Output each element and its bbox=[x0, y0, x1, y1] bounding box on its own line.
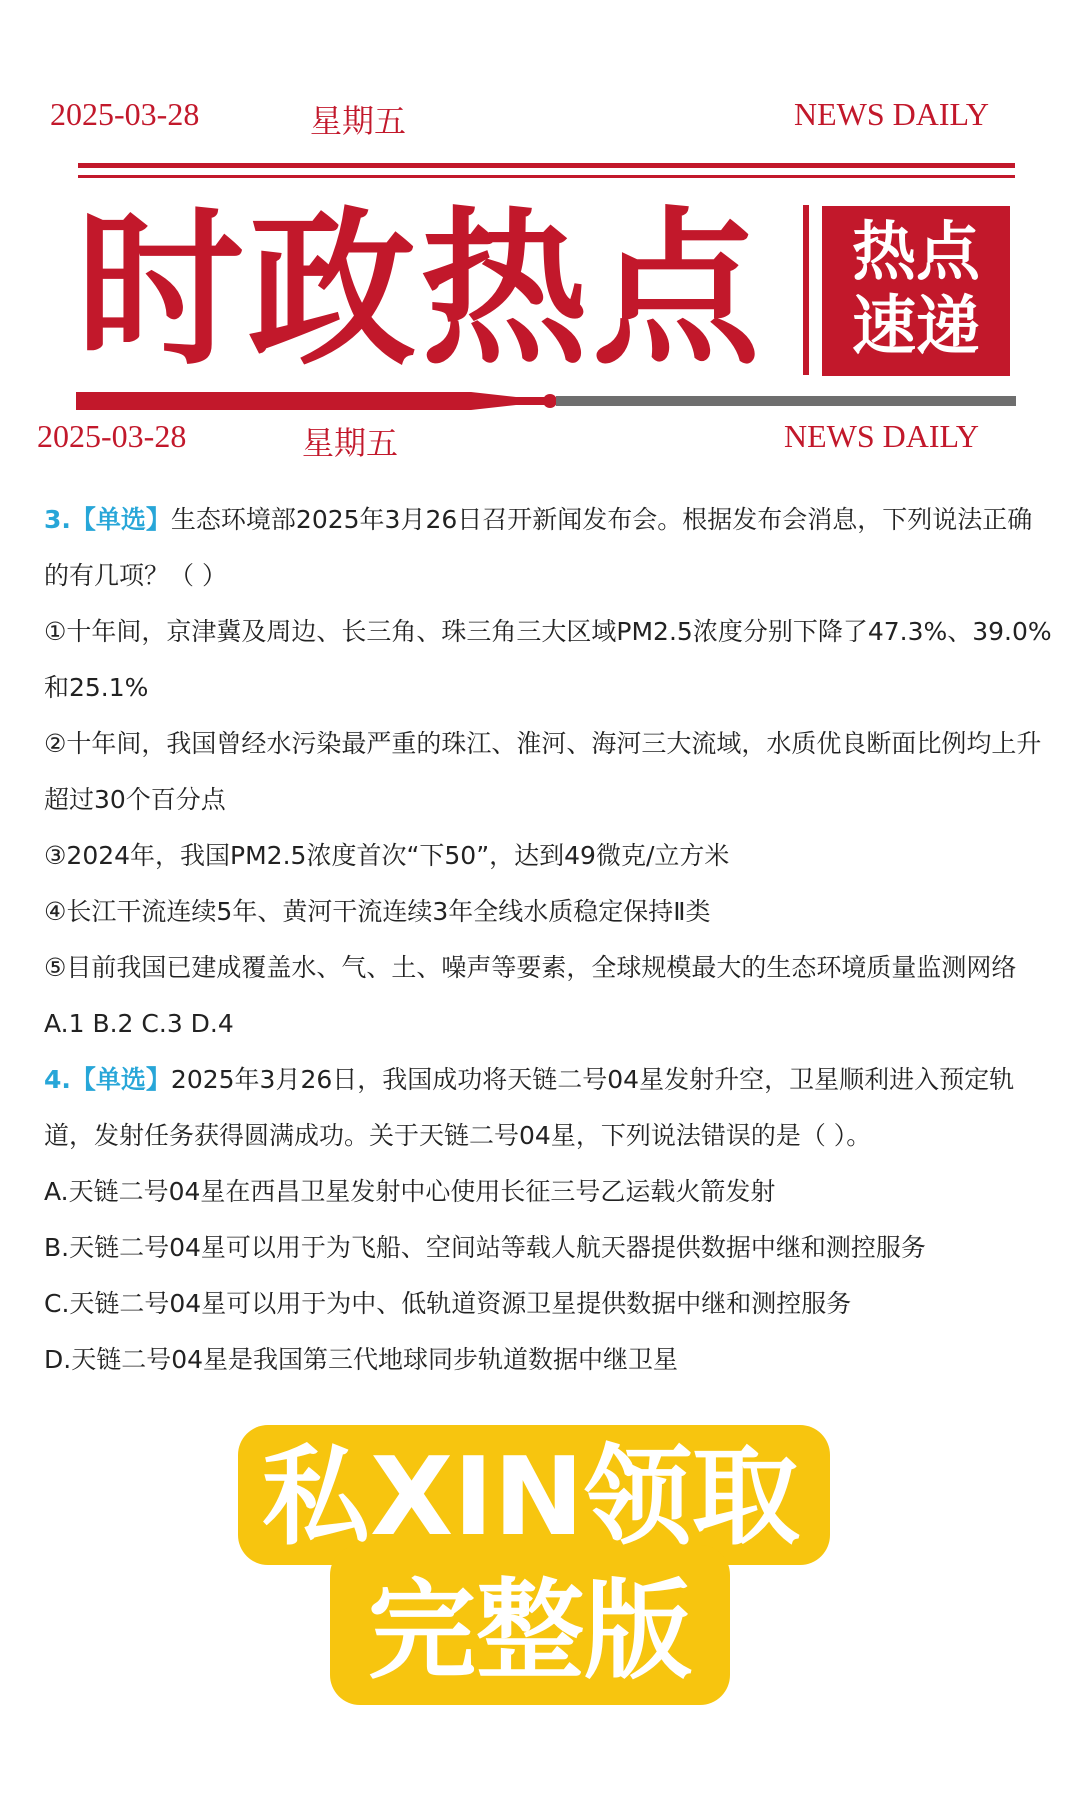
header-date: 2025-03-28 bbox=[50, 96, 200, 132]
question-number: 4. bbox=[44, 1065, 71, 1094]
question-stem-line bbox=[44, 1052, 1044, 1108]
question-stem-line bbox=[44, 492, 1044, 548]
band-paper-name: NEWS DAILY bbox=[784, 418, 979, 454]
question-item: 和25.1% bbox=[44, 673, 149, 702]
red-bar-neck bbox=[516, 397, 546, 405]
question-option-d: D.天链二号04星是我国第三代地球同步轨道数据中继卫星 bbox=[44, 1345, 679, 1374]
question-type: 【单选】 bbox=[70, 505, 171, 534]
badge-line-1: 热点 bbox=[852, 216, 980, 290]
question-item: ④长江干流连续5年、黄河干流连续3年全线水质稳定保持Ⅱ类 bbox=[44, 897, 711, 926]
masthead-divider bbox=[803, 205, 809, 375]
question-item: ②十年间，我国曾经水污染最严重的珠江、淮河、海河三大流域，水质优良断面比例均上升 bbox=[44, 729, 1042, 758]
question-number: 3. bbox=[44, 505, 71, 534]
question-4 bbox=[44, 1052, 1044, 1388]
cta-line-2: 完整版 bbox=[368, 1569, 693, 1694]
question-3 bbox=[44, 492, 1052, 1052]
question-item: ⑤目前我国已建成覆盖水、气、土、噪声等要素，全球规模最大的生态环境质量监测网络 bbox=[44, 953, 1017, 982]
question-stem: 生态环境部2025年3月26日召开新闻发布会。根据发布会消息，下列说法正确 bbox=[170, 505, 1033, 534]
header-paper-name: NEWS DAILY bbox=[794, 96, 989, 132]
question-option-c: C.天链二号04星可以用于为中、低轨道资源卫星提供数据中继和测控服务 bbox=[44, 1289, 852, 1318]
grey-bar-segment bbox=[556, 396, 1016, 406]
top-rule bbox=[78, 163, 1015, 168]
question-item: ③2024年，我国PM2.5浓度首次“下50”，达到49微克/立方米 bbox=[44, 841, 730, 870]
question-option-b: B.天链二号04星可以用于为飞船、空间站等载人航天器提供数据中继和测控服务 bbox=[44, 1233, 926, 1262]
question-stem-line: 道，发射任务获得圆满成功。关于天链二号04星，下列说法错误的是（ ）。 bbox=[44, 1121, 872, 1150]
masthead-badge bbox=[822, 206, 1010, 376]
question-list bbox=[44, 492, 1052, 1388]
question-stem-line: 的有几项？（ ） bbox=[44, 561, 227, 590]
top-rule-thin bbox=[78, 175, 1015, 178]
question-item: 超过30个百分点 bbox=[44, 785, 226, 814]
red-bar-tip bbox=[471, 392, 516, 410]
question-type: 【单选】 bbox=[70, 1065, 171, 1094]
masthead-bottom-bar bbox=[76, 390, 1016, 412]
question-options: A.1 B.2 C.3 D.4 bbox=[44, 1009, 234, 1038]
header-weekday: 星期五 bbox=[310, 103, 407, 139]
band-weekday: 星期五 bbox=[302, 425, 399, 461]
badge-line-2: 速递 bbox=[852, 290, 980, 364]
red-bar-segment bbox=[76, 392, 471, 410]
question-option-a: A.天链二号04星在西昌卫星发射中心使用长征三号乙运载火箭发射 bbox=[44, 1177, 776, 1206]
band-date: 2025-03-28 bbox=[37, 418, 187, 454]
red-bar-knob bbox=[543, 394, 557, 408]
cta-line-1: 私XIN领取 bbox=[262, 1435, 800, 1560]
question-item: ①十年间，京津冀及周边、长三角、珠三角三大区域PM2.5浓度分别下降了47.3%、39.0% bbox=[44, 617, 1052, 646]
masthead-title: 时政热点 bbox=[76, 192, 764, 388]
question-stem: 2025年3月26日，我国成功将天链二号04星发射升空，卫星顺利进入预定轨 bbox=[170, 1065, 1015, 1094]
